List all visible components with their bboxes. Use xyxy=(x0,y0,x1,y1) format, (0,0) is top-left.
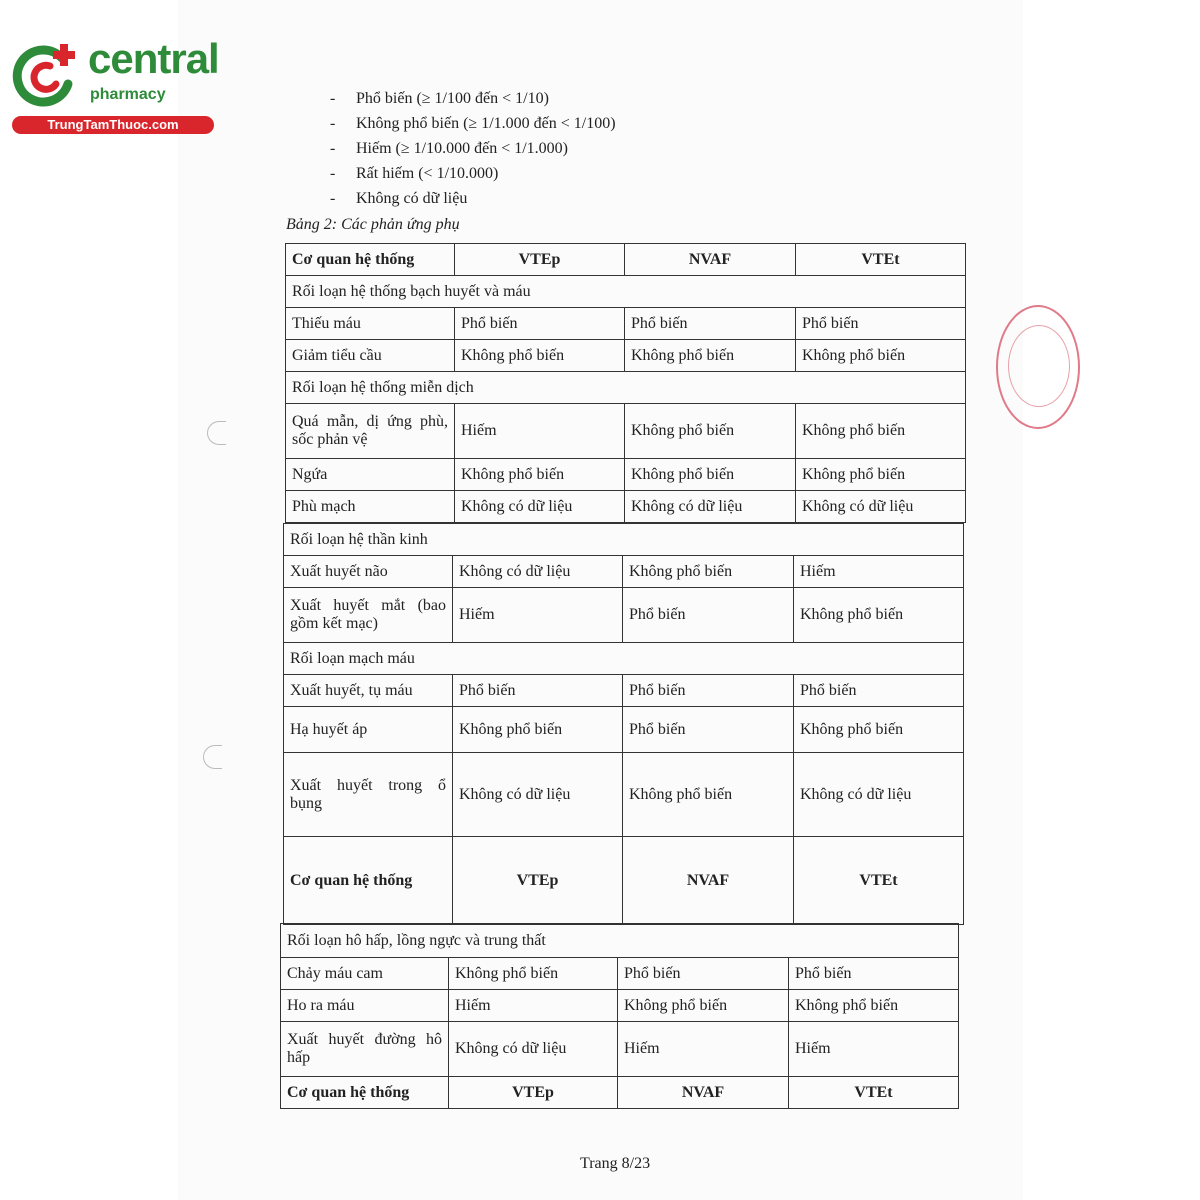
punch-hole xyxy=(203,745,222,769)
section-row: Rối loạn hệ thống bạch huyết và máu xyxy=(286,276,966,308)
section-row: Rối loạn mạch máu xyxy=(284,643,964,675)
header-organ-system: Cơ quan hệ thống xyxy=(286,244,455,276)
stamp-seal-inner xyxy=(1008,325,1070,407)
header-vtep: VTEp xyxy=(455,244,625,276)
adverse-effects-table xyxy=(280,923,959,1109)
table-row: Thiếu máu Phổ biến Phổ biến Phổ biến xyxy=(286,308,966,340)
section-row: Rối loạn hệ thống miễn dịch xyxy=(286,372,966,404)
table-row: Xuất huyết, tụ máu Phổ biến Phổ biến Phổ biến xyxy=(284,675,964,707)
brand-site: TrungTamThuoc.com xyxy=(12,116,214,134)
table-row: Chảy máu cam Không phổ biến Phổ biến Phổ biến xyxy=(281,958,959,990)
table-header-row xyxy=(286,244,966,276)
table-caption: Bảng 2: Các phản ứng phụ xyxy=(286,216,460,233)
list-item: - Không có dữ liệu xyxy=(330,189,468,207)
pharmacy-cross-icon xyxy=(10,38,82,110)
list-item: - Hiếm (≥ 1/10.000 đến < 1/1.000) xyxy=(330,139,568,157)
table-row: Ho ra máu Hiếm Không phổ biến Không phổ biến xyxy=(281,990,959,1022)
list-item: - Phổ biến (≥ 1/100 đến < 1/10) xyxy=(330,89,549,107)
central-pharmacy-logo xyxy=(8,35,219,138)
table-row: Xuất huyết não Không có dữ liệu Không phổ biến Hiếm xyxy=(284,556,964,588)
list-item: - Không phổ biến (≥ 1/1.000 đến < 1/100) xyxy=(330,114,616,132)
brand-tagline: pharmacy xyxy=(90,86,166,103)
adverse-effects-table xyxy=(285,243,966,523)
table-row: Xuất huyết mắt (bao gồm kết mạc) Hiếm Phổ biến Không phổ biến xyxy=(284,588,964,643)
table-header-row: Cơ quan hệ thống VTEp NVAF VTEt xyxy=(281,1077,959,1109)
brand-name: central xyxy=(88,35,219,82)
table-row: Xuất huyết trong ổ bụng Không có dữ liệu Không phổ biến Không có dữ liệu xyxy=(284,753,964,837)
section-row: Rối loạn hô hấp, lồng ngực và trung thất xyxy=(281,924,959,958)
list-item: - Rất hiếm (< 1/10.000) xyxy=(330,164,499,182)
table-row: Hạ huyết áp Không phổ biến Phổ biến Không phổ biến xyxy=(284,707,964,753)
frequency-list xyxy=(330,86,616,211)
section-row: Rối loạn hệ thần kinh xyxy=(284,524,964,556)
table-row: Xuất huyết đường hô hấp Không có dữ liệu Hiếm Hiếm xyxy=(281,1022,959,1077)
table-row: Quá mẫn, dị ứng phù, sốc phản vệ Hiếm Không phổ biến Không phổ biến xyxy=(286,404,966,459)
punch-hole xyxy=(207,421,226,445)
header-vtet: VTEt xyxy=(796,244,966,276)
table-row: Phù mạch Không có dữ liệu Không có dữ liệu Không có dữ liệu xyxy=(286,491,966,523)
table-row: Giảm tiểu cầu Không phổ biến Không phổ biến Không phổ biến xyxy=(286,340,966,372)
page-number: Trang 8/23 xyxy=(580,1155,651,1172)
adverse-effects-table xyxy=(283,523,964,925)
header-nvaf: NVAF xyxy=(625,244,796,276)
table-row: Ngứa Không phổ biến Không phổ biến Không phổ biến xyxy=(286,459,966,491)
table-header-row: Cơ quan hệ thống VTEp NVAF VTEt xyxy=(284,837,964,925)
